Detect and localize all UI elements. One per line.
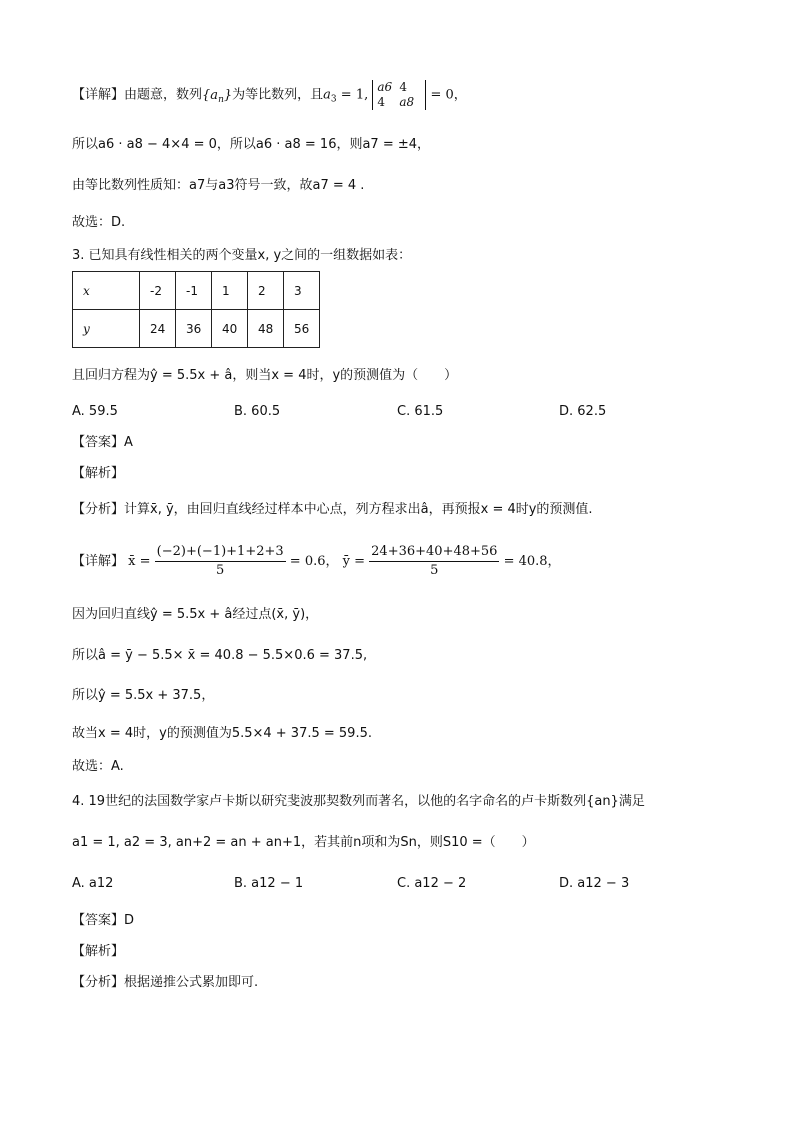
q4-answer: 【答案】D (72, 913, 135, 928)
q3-stem: 3. 已知具有线性相关的两个变量x, y之间的一组数据如表： (72, 248, 412, 263)
q3-answer: 【答案】A (72, 435, 133, 450)
table-cell: 2 (248, 272, 284, 310)
xbar-denominator: 5 (216, 563, 225, 578)
table-cell: 48 (248, 310, 284, 348)
table-cell: 56 (284, 310, 320, 348)
xbar-fraction (155, 543, 286, 580)
q3-line-3: 所以â = ȳ − 5.5× x̄ = 40.8 − 5.5×0.6 = 37.5, (72, 648, 368, 663)
table-row-x (73, 272, 320, 310)
table-cell: 36 (176, 310, 212, 348)
cond-value: = 1, (336, 87, 369, 103)
q4-stem: 4. 19世纪的法国数学家卢卡斯以研究斐波那契数列而著名，以他的名字命名的卢卡斯数列{an}满足 (72, 794, 645, 809)
q4-option-b: B. a12 − 1 (234, 876, 304, 891)
q4-stem-2: a1 = 1, a2 = 3, an+2 = an + an+1，若其前n项和为Sn，则S10 =（ ） (72, 835, 535, 850)
table-cell: -2 (140, 272, 176, 310)
table-cell: 24 (140, 310, 176, 348)
determinant (372, 80, 426, 110)
det-a22: a8 (399, 95, 415, 109)
sequence-sub: n (218, 94, 224, 105)
q4-option-c: C. a12 − 2 (397, 876, 467, 891)
det-tail: = 0， (426, 87, 467, 103)
q3-line-2: 因为回归直线ŷ = 5.5x + â经过点(x̄, ȳ)， (72, 607, 319, 622)
xbar-numerator: (−2)+(−1)+1+2+3 (155, 543, 286, 562)
q3-question: 且回归方程为ŷ = 5.5x + â，则当x = 4时，y的预测值为（ ） (72, 368, 458, 383)
q3-option-c: C. 61.5 (397, 404, 444, 419)
xiangjie-tag: 【详解】 (72, 554, 125, 569)
cond-sub: 3 (330, 94, 337, 105)
table-cell: 3 (284, 272, 320, 310)
q3-option-d: D. 62.5 (559, 404, 607, 419)
sequence-symbol: {a (202, 87, 219, 103)
q3-line-5: 故当x = 4时，y的预测值为5.5×4 + 37.5 = 59.5. (72, 726, 372, 741)
select-line-1: 故选：D. (72, 215, 126, 230)
det-a21: 4 (377, 95, 385, 109)
q3-line-4: 所以ŷ = 5.5x + 37.5， (72, 688, 215, 703)
q4-option-a: A. a12 (72, 876, 114, 891)
cond-symbol: a (323, 87, 331, 103)
ybar-fraction (369, 543, 499, 580)
table-cell: 1 (212, 272, 248, 310)
ybar-denominator: 5 (430, 563, 439, 578)
xbar-lhs: x̄ = (128, 554, 151, 569)
det-a12: 4 (399, 80, 407, 94)
det-a11: a6 (377, 80, 393, 94)
xbar-rhs: = 0.6， (289, 554, 339, 569)
ybar-numerator: 24+36+40+48+56 (369, 543, 499, 562)
ybar-lhs: ȳ = (342, 554, 366, 569)
table-cell: 40 (212, 310, 248, 348)
data-table (72, 271, 320, 348)
q3-line-6: 故选：A. (72, 759, 124, 774)
table-header-y: y (73, 310, 140, 348)
table-cell: -1 (176, 272, 212, 310)
detail-line-2: 所以a6 · a8 − 4×4 = 0，所以a6 · a8 = 16，则a7 = ±4， (72, 137, 431, 152)
q3-option-b: B. 60.5 (234, 404, 281, 419)
detail-tag: 【详解】 (72, 87, 125, 103)
q4-fenxi: 【分析】根据递推公式累加即可. (72, 975, 259, 990)
table-row-y (73, 310, 320, 348)
q3-analysis: 【解析】 (72, 466, 125, 481)
q3-xiangjie (72, 543, 561, 580)
sequence-end: } (223, 87, 233, 103)
detail-line-3: 由等比数列性质知：a7与a3符号一致，故a7 = 4 . (72, 178, 365, 193)
q3-option-a: A. 59.5 (72, 404, 118, 419)
detail-text-2: 为等比数列，且 (232, 87, 324, 103)
q4-option-d: D. a12 − 3 (559, 876, 630, 891)
detail-line-1 (72, 80, 467, 110)
table-header-x: x (73, 272, 140, 310)
q3-fenxi: 【分析】计算x̄, ȳ，由回归直线经过样本中心点，列方程求出â，再预报x = 4时y的预测值. (72, 502, 593, 517)
ybar-rhs: = 40.8， (503, 554, 561, 569)
detail-text: 由题意，数列 (124, 87, 203, 103)
q4-analysis: 【解析】 (72, 944, 125, 959)
